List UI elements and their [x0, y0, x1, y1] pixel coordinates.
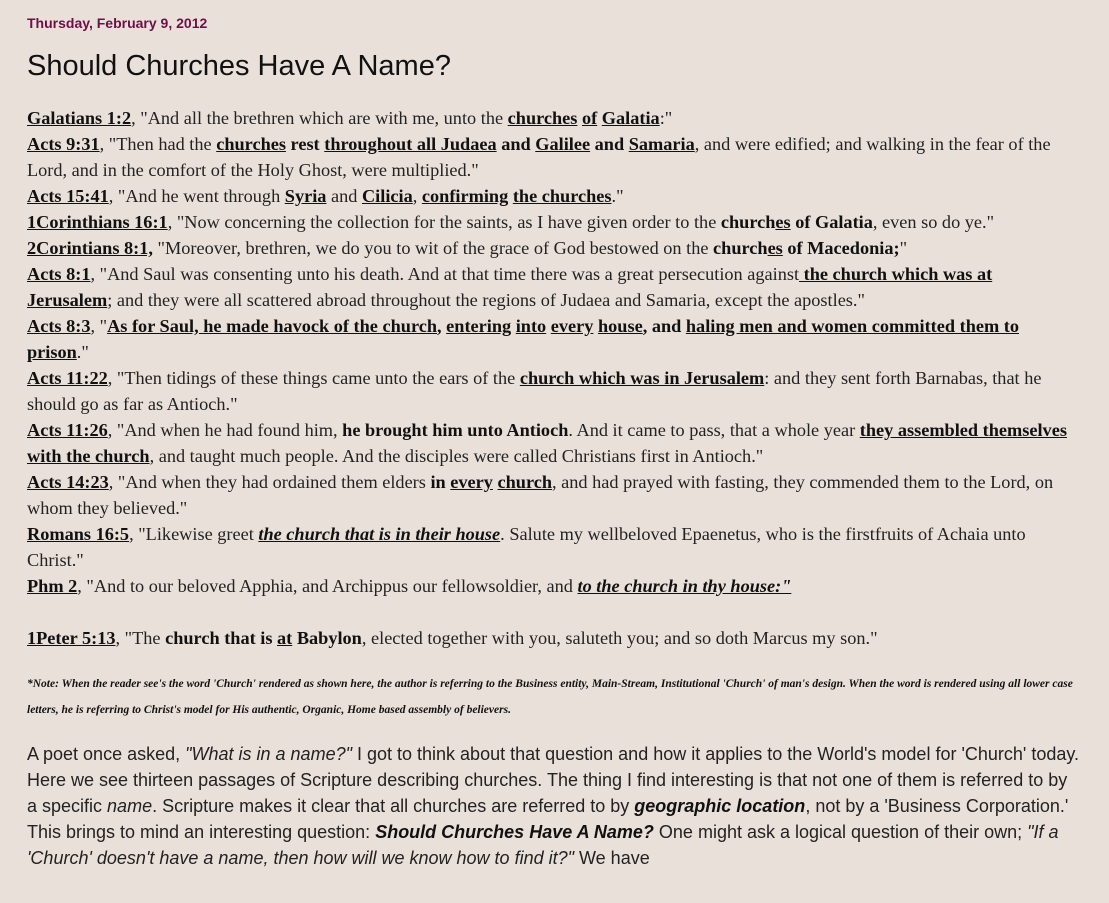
verse-link[interactable]: As for Saul, he made havock of the [107, 316, 383, 336]
verse-link[interactable]: Galatians 1:2 [27, 108, 132, 128]
verse-link[interactable]: Acts 9:31 [27, 134, 100, 154]
verse-link[interactable]: churches [507, 108, 578, 128]
verse-romans: Romans 16:5, "Likewise greet the church that is in their house. Salute my wellbeloved Epaenetus, who is the firstfruits of Achaia unto Christ." [27, 524, 1026, 570]
verse-link[interactable]: the church which was at Jerusalem [27, 264, 993, 310]
verse-link[interactable]: Galatia [601, 108, 660, 128]
verse-acts-11-22: Acts 11:22, "Then tidings of these things came unto the ears of the church which was in Jerusalem: and they sent forth Barnabas, that he should go as far as Antioch." [27, 368, 1042, 414]
blog-post [0, 15, 1109, 871]
verse-link[interactable]: of [581, 108, 598, 128]
verse-1-corinthians: 1Corinthians 16:1, "Now concerning the collection for the saints, as I have given order to the churches of Galatia, even so do ye." [27, 212, 995, 232]
verse-acts-14-23: Acts 14:23, "And when they had ordained them elders in every church, and had prayed with fasting, they commended them to the Lord, on whom they believed." [27, 472, 1054, 518]
verse-link[interactable]: into [515, 316, 547, 336]
verse-link[interactable]: every [550, 316, 594, 336]
verse-link[interactable]: haling men and women committed them to prison [27, 316, 1019, 362]
verse-link[interactable]: church which was in Jerusalem [519, 368, 765, 388]
verse-link[interactable]: Galilee [535, 134, 591, 154]
verse-link[interactable]: the churches [512, 186, 612, 206]
verse-link[interactable]: Acts 11:22 [27, 368, 108, 388]
verse-acts-11-26: Acts 11:26, "And when he had found him, he brought him unto Antioch. And it came to pass, that a whole year they assembled themselves with the church, and taught much people. And the disciples were called Christians first in Antioch." [27, 420, 1067, 466]
verse-link[interactable]: Acts 15:41 [27, 186, 109, 206]
verse-link[interactable]: Samaria [628, 134, 695, 154]
verse-link[interactable]: to the church in thy house:" [577, 576, 792, 596]
verse-link[interactable]: they assembled themselves with the church [27, 420, 1067, 466]
verse-link[interactable]: 2Corintians 8:1, [27, 238, 153, 258]
verse-galatians: Galatians 1:2, "And all the brethren which are with me, unto the churches of Galatia:" [27, 108, 673, 128]
spacer [27, 599, 1082, 625]
verse-link[interactable]: church [382, 316, 438, 336]
verse-link[interactable]: Acts 14:23 [27, 472, 109, 492]
body-paragraph: A poet once asked, "What is in a name?" I got to think about that question and how it applies to the World's model for 'Church' today. Here we see thirteen passages of Scripture describing churches. The thing I find interesting is that not one of them is referred to by a specific name. Scripture makes it clear that all churches are referred to by geographic location, not by a 'Business Corporation.' This brings to mind an interesting question: Should Churches Have A Name? One might ask a logical question of their own; "If a 'Church' doesn't have a name, then how will we know how to find it?" We have [27, 744, 1080, 868]
verse-link[interactable]: Romans 16:5 [27, 524, 130, 544]
post-title: Should Churches Have A Name? [27, 50, 451, 82]
verse-link[interactable]: Cilicia [361, 186, 413, 206]
verse-link[interactable]: the church that is in their house [258, 524, 501, 544]
verse-link[interactable]: Acts 8:1 [27, 264, 91, 284]
verse-link[interactable]: 1Corinthians 16:1 [27, 212, 168, 232]
verse-link[interactable]: churches [216, 134, 286, 154]
verse-link[interactable]: Acts 8:3 [27, 316, 91, 336]
verse-1-peter: 1Peter 5:13, "The church that is at Babylon, elected together with you, saluteth you; and so doth Marcus my son." [27, 628, 878, 648]
verse-link[interactable]: Syria [284, 186, 327, 206]
verse-philemon: Phm 2, "And to our beloved Apphia, and Archippus our fellowsoldier, and to the church in thy house:" [27, 576, 792, 596]
verse-link[interactable]: church [497, 472, 553, 492]
verse-link[interactable]: 1Peter 5:13 [27, 628, 116, 648]
verse-link[interactable]: throughout all Judaea [324, 134, 497, 154]
verse-2-corinthians: 2Corintians 8:1, "Moreover, brethren, we do you to wit of the grace of God bestowed on the churches of Macedonia;" [27, 238, 908, 258]
verse-link[interactable]: entering [446, 316, 512, 336]
verse-acts-9-31: Acts 9:31, "Then had the churches rest throughout all Judaea and Galilee and Samaria, and were edified; and walking in the fear of the Lord, and in the comfort of the Holy Ghost, were multiplied." [27, 134, 1051, 180]
verse-acts-15-41: Acts 15:41, "And he went through Syria and Cilicia, confirming the churches." [27, 186, 624, 206]
post-date: Thursday, February 9, 2012 [27, 15, 208, 31]
scripture-list [27, 105, 1082, 651]
verse-link[interactable]: house [597, 316, 643, 336]
author-note: *Note: When the reader see's the word 'Church' rendered as shown here, the author is referring to the Business entity, Main-Stream, Institutional 'Church' of man's design. When the word is rendered using all lower case letters, he is referring to Christ's model for His authentic, Organic, Home based assembly of believers. [27, 678, 1073, 716]
verse-acts-8-3: Acts 8:3, "As for Saul, he made havock of the church, entering into every house, and haling men and women committed them to prison." [27, 316, 1019, 362]
verse-link[interactable]: confirming [421, 186, 509, 206]
verse-link[interactable]: Phm 2 [27, 576, 78, 596]
verse-link[interactable]: every [450, 472, 493, 492]
verse-acts-8-1: Acts 8:1, "And Saul was consenting unto his death. And at that time there was a great persecution against the church which was at Jerusalem; and they were all scattered abroad throughout the regions of Judaea and Samaria, except the apostles." [27, 264, 993, 310]
verse-link[interactable]: Acts 11:26 [27, 420, 108, 440]
